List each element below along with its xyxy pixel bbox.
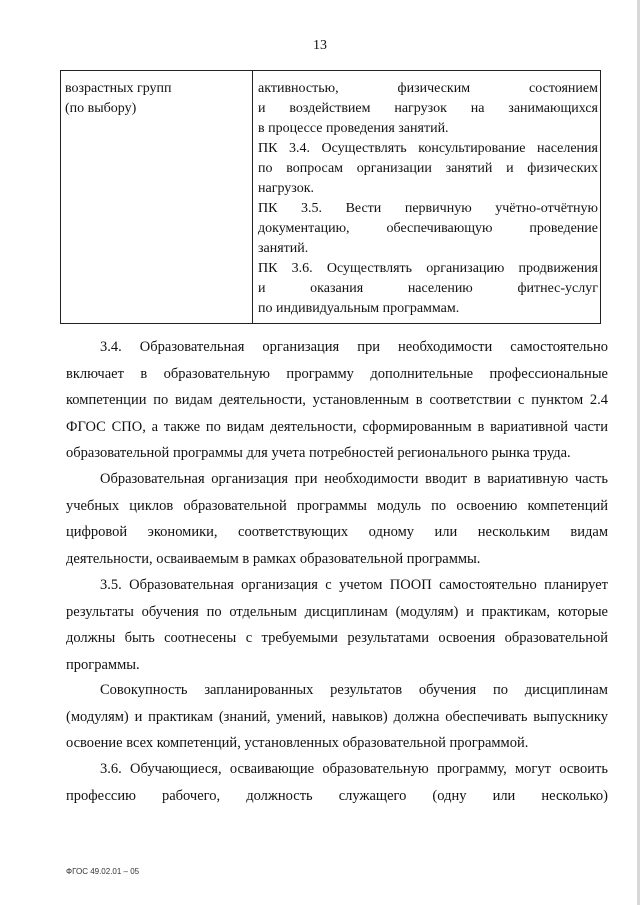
paragraph-digital-economy — [66, 466, 608, 572]
paragraph-line: результаты обучения по отдельным дисциплинам (модулям) и практикам, которые — [66, 603, 608, 620]
table-right-cell — [258, 79, 598, 319]
paragraph-line: 3.6. Обучающиеся, осваивающие образовательную программу, могут освоить — [100, 761, 608, 777]
paragraph-line: профессию рабочего, должность служащего (одну или несколько) — [66, 787, 608, 804]
competency-table — [60, 70, 601, 324]
paragraph-line: Образовательная организация при необходимости вводит в вариативную часть — [100, 471, 608, 487]
paragraph-3-6 — [66, 756, 608, 809]
right-cell-line: ПК 3.5. Вести первичную учётно-отчётную — [258, 201, 598, 216]
page-number: 13 — [313, 38, 327, 53]
right-cell-line: в процессе проведения занятий. — [258, 121, 449, 136]
paragraph-results-totality — [66, 677, 608, 757]
left-cell-line: возрастных групп — [65, 81, 172, 96]
paragraph-3-4 — [66, 334, 608, 467]
paragraph-line: Совокупность запланированных результатов обучения по дисциплинам — [100, 682, 608, 698]
paragraph-line: образовательной программы для учета потребностей регионального рынка труда. — [66, 445, 571, 461]
right-cell-line: документацию, обеспечивающую проведение — [258, 221, 598, 236]
paragraph-line: 3.4. Образовательная организация при необходимости самостоятельно — [100, 339, 608, 355]
right-cell-line: и оказания населению фитнес-услуг — [258, 281, 598, 296]
right-cell-line: активностью, физическим состоянием — [258, 81, 598, 96]
left-cell-line: (по выбору) — [65, 101, 137, 116]
right-cell-line: ПК 3.6. Осуществлять организацию продвижения — [258, 261, 598, 276]
paragraph-line: включает в образовательную программу дополнительные профессиональные — [66, 365, 608, 382]
paragraph-line: программы. — [66, 656, 140, 673]
paragraph-line: 3.5. Образовательная организация с учетом ПООП самостоятельно планирует — [100, 577, 608, 593]
right-cell-line: по вопросам организации занятий и физических — [258, 161, 598, 176]
paragraph-3-5 — [66, 572, 608, 678]
right-cell-line: ПК 3.4. Осуществлять консультирование населения — [258, 141, 598, 156]
paragraph-line: (модулям) и практикам (знаний, умений, навыков) должна обеспечивать выпускнику — [66, 708, 608, 725]
right-cell-line: занятий. — [258, 241, 309, 256]
paragraph-line: должны быть соотнесены с требуемыми результатами освоения образовательной — [66, 630, 608, 646]
document-code-footer: ФГОС 49.02.01 – 05 — [66, 867, 140, 876]
right-cell-line: нагрузок. — [258, 181, 315, 196]
table-divider — [252, 71, 253, 323]
paragraph-line: учебных циклов образовательной программы модуль по освоению компетенций — [66, 497, 608, 514]
paragraph-line: ФГОС СПО, а также по видам деятельности, сформированным в вариативной части — [66, 418, 608, 435]
paragraph-line: цифровой экономики, соответствующих одному или нескольким видам — [66, 524, 608, 540]
paragraph-line: освоение всех компетенций, установленных образовательной программой. — [66, 735, 529, 751]
table-left-cell — [65, 79, 249, 119]
right-cell-line: и воздействием нагрузок на занимающихся — [258, 101, 598, 116]
paragraph-line: компетенции по видам деятельности, установленным в соответствии с пунктом 2.4 — [66, 392, 608, 408]
right-cell-line: по индивидуальным программам. — [258, 301, 460, 316]
paragraph-line: деятельности, осваиваемым в рамках образовательной программы. — [66, 550, 481, 567]
